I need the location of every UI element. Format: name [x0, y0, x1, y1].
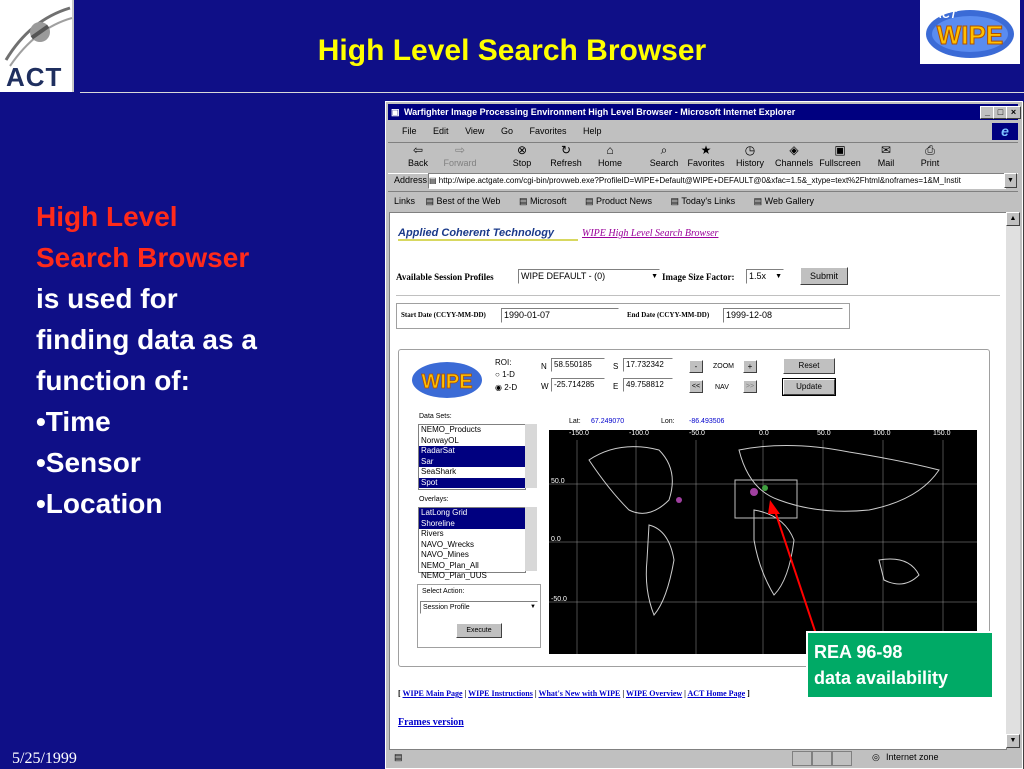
link-label: Best of the Web — [436, 196, 501, 206]
link-todays-links[interactable]: ▤ Today's Links — [670, 196, 736, 206]
print-icon: ⎙ — [925, 143, 935, 157]
callout-arrow — [760, 500, 830, 650]
image-size-label: Image Size Factor: — [662, 272, 735, 282]
reset-button[interactable]: Reset — [783, 358, 835, 374]
fullscreen-icon: ▣ — [834, 143, 846, 157]
list-item[interactable]: NEMO_Plan_All — [421, 560, 479, 570]
action-box — [417, 584, 541, 648]
scroll-down-button[interactable]: ▼ — [1006, 734, 1020, 748]
page-icon: ▤ — [429, 176, 439, 185]
history-icon: ◷ — [744, 143, 756, 157]
overlays-scrollbar[interactable] — [525, 507, 537, 571]
footer-link-main[interactable]: WIPE Main Page — [402, 689, 463, 698]
west-input[interactable]: -25.714285 — [551, 378, 605, 392]
overlays-label: Overlays: — [419, 496, 449, 503]
list-item[interactable]: Spot — [419, 478, 525, 489]
list-item[interactable]: NorwayOL — [421, 435, 459, 445]
maximize-button[interactable]: □ — [993, 106, 1008, 119]
west-label: W — [541, 382, 549, 391]
lon-value: -86.493506 — [689, 418, 725, 425]
zone-label: Internet zone — [886, 752, 939, 762]
zone-area — [792, 751, 1016, 764]
globe-icon: ◎ — [872, 752, 880, 762]
list-item[interactable]: NEMO_Plan_UUS — [421, 571, 487, 580]
mail-button[interactable] — [864, 143, 908, 173]
back-button[interactable] — [396, 143, 440, 173]
zoom-out-button[interactable]: - — [689, 360, 703, 373]
address-dropdown-button[interactable]: ▼ — [1004, 173, 1017, 188]
vertical-scrollbar[interactable] — [1006, 212, 1020, 748]
bullet-item-time: •Time — [36, 406, 111, 437]
bullet-heading-2: Search Browser — [36, 242, 250, 273]
search-panel — [398, 349, 990, 667]
north-input[interactable]: 58.550185 — [551, 358, 605, 372]
content-divider — [396, 295, 1000, 296]
bullet-item-sensor: •Sensor — [36, 447, 141, 478]
map-tick: -50.0 — [551, 596, 567, 603]
bullet-line-1: is used for — [36, 283, 178, 314]
session-profile-select[interactable] — [518, 269, 660, 284]
act-logo — [0, 0, 74, 92]
back-arrow-icon: ⇦ — [412, 143, 424, 157]
title-divider — [80, 92, 1024, 93]
roi-label: ROI: — [495, 358, 512, 367]
slide-title: High Level Search Browser — [317, 34, 707, 67]
toolbar-label: Channels — [774, 158, 814, 168]
menu-bar — [388, 122, 1018, 140]
action-value: Session Profile — [423, 604, 470, 611]
south-input[interactable]: 17.732342 — [623, 358, 673, 372]
datasets-label: Data Sets: — [419, 413, 452, 420]
toolbar-label: Forward — [443, 158, 477, 168]
stop-button[interactable] — [500, 143, 544, 173]
toolbar — [388, 142, 1018, 174]
link-label: Product News — [596, 196, 653, 206]
menu-view[interactable]: View — [465, 126, 485, 136]
action-select[interactable] — [420, 601, 538, 614]
ie-window-icon: ▣ — [391, 107, 400, 117]
status-page-icon: ▤ — [394, 752, 403, 762]
window-titlebar — [388, 104, 1018, 120]
datasets-scrollbar[interactable] — [525, 424, 537, 488]
menu-file[interactable]: File — [402, 126, 417, 136]
roi-1d-label: 1-D — [502, 370, 515, 379]
map-tick: 0.0 — [551, 536, 561, 543]
list-item[interactable]: NAVO_Wrecks — [421, 539, 475, 549]
image-size-select[interactable] — [746, 269, 784, 284]
links-label: Links — [394, 196, 416, 206]
north-label: N — [541, 362, 547, 371]
menu-go[interactable]: Go — [500, 126, 513, 136]
link-web-gallery[interactable]: ▤ Web Gallery — [753, 196, 815, 206]
map-tick: -50.0 — [689, 430, 705, 437]
wipe-globe-icon — [920, 0, 1020, 64]
callout-box — [806, 631, 994, 699]
chevron-down-icon: ▼ — [651, 273, 658, 280]
end-date-label: End Date (CCYY-MM-DD) — [627, 311, 710, 319]
bullet-heading-1: High Level — [36, 201, 178, 232]
address-url: http://wipe.actgate.com/cgi-bin/provweb.exe?ProfileID=WIPE+Default@WIPE+DEFAULT@0&xfac=1.5&_xtype=text%2Fhtml&noframes=1&M_Instit — [438, 176, 961, 185]
menu-favorites[interactable]: Favorites — [529, 126, 567, 136]
menu-help[interactable]: Help — [583, 126, 602, 136]
toolbar-label: Mail — [877, 158, 895, 168]
lat-label: Lat: — [569, 418, 581, 425]
datasets-list[interactable] — [418, 424, 526, 490]
south-label: S — [613, 362, 619, 371]
map-tick: 50.0 — [551, 478, 565, 485]
toolbar-label: Fullscreen — [819, 158, 861, 168]
home-icon: ⌂ — [606, 143, 614, 157]
date-range-box — [396, 303, 850, 329]
footer-link-instructions[interactable]: WIPE Instructions — [468, 689, 533, 698]
lon-label: Lon: — [661, 418, 675, 425]
map-tick: -100.0 — [629, 430, 649, 437]
favorites-button[interactable] — [684, 143, 728, 173]
wipe-panel-logo — [409, 356, 485, 402]
link-microsoft[interactable]: ▤ Microsoft — [518, 196, 567, 206]
favorites-icon: ★ — [700, 143, 712, 157]
window-title: Warfighter Image Processing Environment High Level Browser - Microsoft Internet Explorer — [404, 107, 796, 117]
link-label: Today's Links — [681, 196, 736, 206]
lat-value: 67.249070 — [591, 418, 625, 425]
mail-icon: ✉ — [880, 143, 892, 157]
image-size-value: 1.5x — [749, 271, 767, 281]
roi-1d-radio[interactable]: ○ 1-D — [495, 370, 515, 379]
link-label: Microsoft — [529, 196, 567, 206]
home-button[interactable] — [588, 143, 632, 173]
slide-date: 5/25/1999 — [12, 750, 77, 767]
footer-link-whats-new[interactable]: What's New with WIPE — [538, 689, 621, 698]
toolbar-label: History — [735, 158, 764, 168]
list-item[interactable]: LatLong Grid — [419, 508, 525, 519]
refresh-button[interactable] — [544, 143, 588, 173]
east-input[interactable]: 49.758812 — [623, 378, 673, 392]
footer-link-overview[interactable]: WIPE Overview — [625, 689, 683, 698]
zoom-label: ZOOM — [713, 363, 734, 370]
list-item[interactable]: SeaShark — [421, 467, 457, 476]
zoom-in-button[interactable]: + — [743, 360, 757, 373]
address-input[interactable] — [428, 173, 1006, 189]
refresh-icon: ↻ — [560, 143, 572, 157]
list-item[interactable]: RadarSat — [419, 446, 525, 457]
ie-logo-icon: e — [992, 123, 1018, 140]
list-item[interactable]: Rivers — [421, 529, 444, 538]
nav-left-button[interactable]: << — [689, 380, 703, 393]
map-tick: -150.0 — [569, 430, 589, 437]
map-tick: 50.0 — [817, 430, 831, 437]
frames-version-link[interactable]: Frames version — [398, 717, 464, 728]
roi-2d-label: 2-D — [504, 383, 518, 392]
session-profiles-label: Available Session Profiles — [396, 272, 494, 282]
slide-bullets — [36, 196, 336, 524]
list-item[interactable]: Sar — [419, 457, 525, 468]
session-profile-value: WIPE DEFAULT - (0) — [521, 271, 606, 281]
end-date-input[interactable]: 1999-12-08 — [723, 308, 843, 323]
company-logo: Applied Coherent Technology — [398, 227, 578, 241]
map-tick: 0.0 — [759, 430, 769, 437]
fullscreen-button[interactable] — [818, 143, 862, 173]
bullet-line-2: finding data as a — [36, 324, 257, 355]
footer-links: [ WIPE Main Page | WIPE Instructions | What's New with WIPE | WIPE Overview | ACT Home Page ] — [398, 689, 750, 698]
nav-right-button[interactable]: >> — [743, 380, 757, 393]
toolbar-label: Refresh — [550, 158, 582, 168]
footer-link-act-home[interactable]: ACT Home Page — [687, 689, 746, 698]
callout-line-2: data availability — [814, 668, 949, 688]
bullet-item-location: •Location — [36, 488, 163, 519]
forward-arrow-icon: ⇨ — [454, 143, 466, 157]
wipe-logo-sub: ACT — [934, 9, 957, 21]
link-best-of-web[interactable]: ▤ Best of the Web — [425, 196, 501, 206]
list-item[interactable]: NAVO_Mines — [421, 550, 469, 559]
list-item[interactable]: NEMO_Products — [421, 425, 482, 434]
wipe-logo — [920, 0, 1020, 64]
link-product-news[interactable]: ▤ Product News — [584, 196, 653, 206]
update-button[interactable]: Update — [783, 379, 835, 395]
close-button[interactable]: × — [1006, 106, 1021, 119]
search-button[interactable] — [642, 143, 686, 173]
forward-button[interactable] — [438, 143, 482, 173]
chevron-down-icon: ▼ — [530, 604, 536, 610]
start-date-input[interactable]: 1990-01-07 — [501, 308, 619, 323]
act-logo-text: ACT — [6, 62, 63, 92]
link-label: Web Gallery — [764, 196, 815, 206]
start-date-label: Start Date (CCYY-MM-DD) — [401, 311, 486, 319]
map-tick: 100.0 — [873, 430, 891, 437]
overlays-list[interactable] — [418, 507, 526, 580]
toolbar-label: Stop — [512, 158, 532, 168]
channels-icon: ◈ — [789, 143, 799, 157]
links-bar — [388, 191, 1018, 210]
map-tick: 150.0 — [933, 430, 951, 437]
wipe-globe-icon — [409, 356, 485, 402]
toolbar-label: Back — [407, 158, 428, 168]
execute-button[interactable]: Execute — [456, 623, 502, 638]
minimize-button[interactable]: _ — [980, 106, 995, 119]
toolbar-label: Favorites — [687, 158, 725, 168]
east-label: E — [613, 382, 619, 391]
address-label: Address — [394, 175, 428, 185]
bullet-line-3: function of: — [36, 365, 190, 396]
stop-icon: ⊗ — [516, 143, 528, 157]
toolbar-label: Print — [920, 158, 940, 168]
roi-2d-radio[interactable]: ◉ 2-D — [495, 383, 518, 392]
wipe-logo-text: WIPE — [936, 20, 1004, 50]
map-top-ticks — [549, 430, 977, 440]
address-bar — [388, 172, 1018, 190]
callout-line-1: REA 96-98 — [814, 642, 903, 662]
list-item[interactable]: Shoreline — [419, 519, 525, 530]
print-button[interactable] — [908, 143, 952, 173]
channels-button[interactable] — [772, 143, 816, 173]
toolbar-label: Home — [597, 158, 622, 168]
status-bar — [388, 750, 1018, 766]
nav-label: NAV — [715, 384, 729, 391]
history-button[interactable] — [728, 143, 772, 173]
scroll-up-button[interactable]: ▲ — [1006, 212, 1020, 226]
toolbar-label: Search — [649, 158, 679, 168]
chevron-down-icon: ▼ — [775, 273, 782, 280]
menu-edit[interactable]: Edit — [433, 126, 449, 136]
search-icon: ⌕ — [660, 143, 668, 157]
wipe-panel-logo-text: WIPE — [421, 371, 473, 393]
wipe-page-link[interactable]: WIPE High Level Search Browser — [582, 228, 719, 239]
select-action-label: Select Action: — [422, 588, 465, 595]
submit-button[interactable]: Submit — [800, 267, 848, 285]
